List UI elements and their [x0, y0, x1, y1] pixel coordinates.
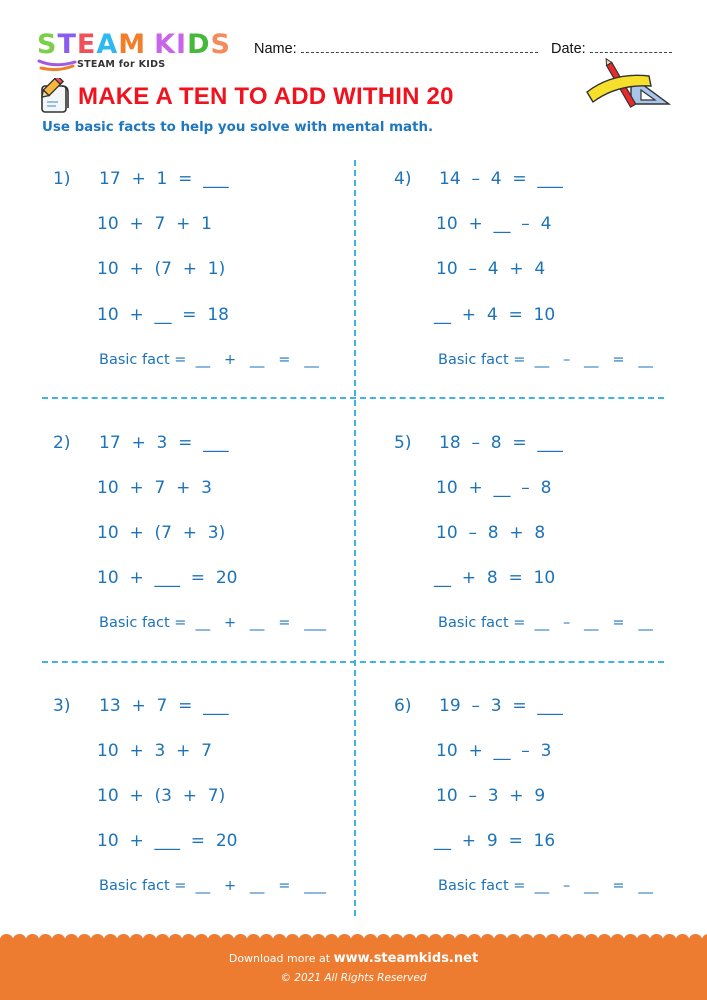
problem-step: 10 + 7 + 1 — [97, 214, 212, 234]
footer-download — [0, 951, 707, 966]
date-blank-line[interactable] — [590, 40, 672, 53]
problem-number: 2) — [53, 433, 71, 453]
steam-kids-logo — [37, 30, 237, 72]
problem-step: 10 + __ – 3 — [436, 741, 552, 761]
problem-step: 10 – 4 + 4 — [436, 259, 546, 279]
logo-letter: E — [76, 29, 97, 60]
website-link[interactable]: www.steamkids.net — [333, 951, 479, 966]
problem-equation: 18 – 8 = ___ — [439, 433, 563, 453]
problem-6 — [394, 696, 694, 926]
problem-step: 10 + (3 + 7) — [97, 786, 226, 806]
problem-step: 10 + __ – 4 — [436, 214, 552, 234]
problem-2 — [53, 433, 353, 663]
logo-letter: D — [187, 29, 211, 60]
problem-step: 10 – 3 + 9 — [436, 786, 546, 806]
problem-step: 10 + 7 + 3 — [97, 478, 212, 498]
basic-fact: Basic fact = __ – __ = __ — [438, 352, 653, 368]
basic-fact: Basic fact = __ + __ = ___ — [99, 878, 326, 894]
problem-step: 10 + __ – 8 — [436, 478, 552, 498]
name-label: Name: — [254, 41, 297, 57]
footer-copyright: © 2021 All Rights Reserved — [280, 972, 427, 984]
logo-letter: A — [96, 29, 119, 60]
pencil-paper-icon — [36, 78, 72, 114]
name-field[interactable] — [254, 40, 538, 57]
problem-equation: 17 + 1 = ___ — [99, 169, 229, 189]
problem-step: 10 – 8 + 8 — [436, 523, 546, 543]
ruler-pencil-triangle-icon — [583, 58, 675, 114]
problem-3 — [53, 696, 353, 926]
problem-step: 10 + __ = 18 — [97, 305, 229, 325]
basic-fact: Basic fact = __ – __ = __ — [438, 615, 653, 631]
problem-step: __ + 9 = 16 — [434, 831, 556, 851]
scalloped-edge — [0, 932, 707, 942]
logo-letter: M — [118, 29, 147, 60]
worksheet-title: MAKE A TEN TO ADD WITHIN 20 — [78, 83, 454, 110]
logo-letter: K — [154, 29, 177, 60]
problem-number: 3) — [53, 696, 71, 716]
problem-step: 10 + 3 + 7 — [97, 741, 212, 761]
logo-wordmark — [37, 30, 231, 60]
problem-5 — [394, 433, 694, 663]
logo-swoosh-icon — [37, 58, 77, 72]
date-label: Date: — [551, 41, 586, 57]
logo-letter: T — [57, 29, 77, 60]
problem-step: 10 + ___ = 20 — [97, 831, 238, 851]
problem-step: 10 + (7 + 3) — [97, 523, 226, 543]
logo-letter: I — [176, 29, 188, 60]
problem-equation: 17 + 3 = ___ — [99, 433, 229, 453]
problem-equation: 14 – 4 = ___ — [439, 169, 563, 189]
problem-equation: 19 – 3 = ___ — [439, 696, 563, 716]
basic-fact: Basic fact = __ + __ = __ — [99, 352, 319, 368]
problem-4 — [394, 169, 694, 399]
problem-number: 4) — [394, 169, 412, 189]
basic-fact: Basic fact = __ + __ = ___ — [99, 615, 326, 631]
problem-number: 1) — [53, 169, 71, 189]
problem-number: 6) — [394, 696, 412, 716]
footer-download-prefix: Download more at — [228, 952, 331, 965]
logo-letter: S — [210, 29, 231, 60]
date-field[interactable] — [551, 40, 672, 57]
worksheet-instructions: Use basic facts to help you solve with mental math. — [42, 120, 434, 135]
problem-equation: 13 + 7 = ___ — [99, 696, 229, 716]
vertical-divider — [354, 160, 356, 916]
footer — [0, 940, 707, 1000]
problem-step: 10 + (7 + 1) — [97, 259, 226, 279]
problem-1 — [53, 169, 353, 399]
logo-tagline: STEAM for KIDS — [77, 59, 166, 70]
problem-step: __ + 8 = 10 — [434, 568, 556, 588]
problem-step: 10 + ___ = 20 — [97, 568, 238, 588]
problem-step: __ + 4 = 10 — [434, 305, 556, 325]
name-blank-line[interactable] — [301, 40, 538, 53]
basic-fact: Basic fact = __ – __ = __ — [438, 878, 653, 894]
logo-letter: S — [37, 29, 58, 60]
problem-number: 5) — [394, 433, 412, 453]
